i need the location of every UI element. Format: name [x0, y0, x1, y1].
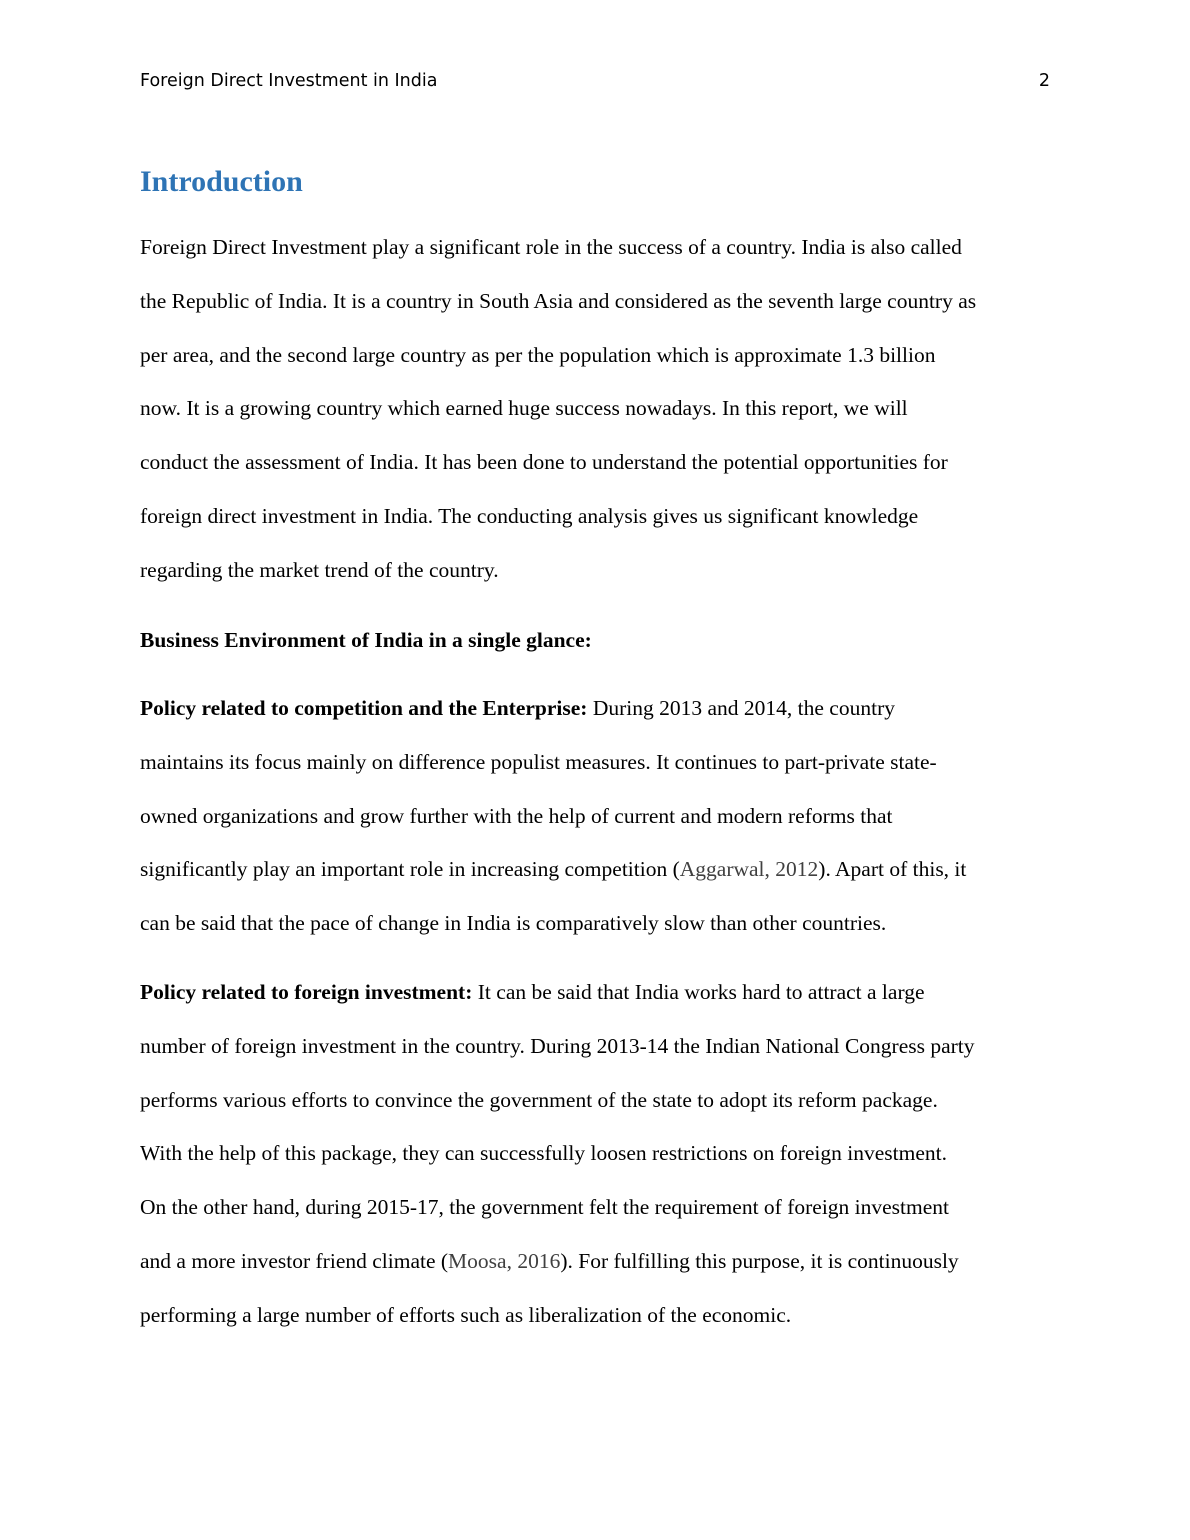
header-title: Foreign Direct Investment in India — [140, 71, 438, 91]
paragraph-line: can be said that the pace of change in India is comparatively slow than other countries. — [140, 911, 887, 936]
intro-line: conduct the assessment of India. It has been done to understand the potential opportunities for — [140, 450, 948, 475]
paragraph-line: number of foreign investment in the country. During 2013-14 the Indian National Congress party — [140, 1033, 975, 1058]
intro-line: foreign direct investment in India. The conducting analysis gives us significant knowledge — [140, 503, 919, 528]
paragraph-line: ). Apart of this, it — [818, 857, 967, 882]
intro-line: now. It is a growing country which earned huge success nowadays. In this report, we will — [140, 396, 908, 421]
paragraph-line: and a more investor friend climate ( — [140, 1248, 449, 1273]
paragraph-line: On the other hand, during 2015-17, the government felt the requirement of foreign investment — [140, 1195, 950, 1220]
page-number: 2 — [1038, 71, 1050, 91]
paragraph-line: performs various efforts to convince the government of the state to adopt its reform package. — [140, 1087, 938, 1112]
citation-aggarwal: Aggarwal, 2012 — [679, 857, 819, 882]
page-header — [140, 71, 1050, 95]
paragraph-line: performing a large number of efforts such as liberalization of the economic. — [140, 1302, 792, 1327]
competition-policy-label: Policy related to competition and the Enterprise: — [140, 696, 588, 720]
paragraph-line: During 2013 and 2014, the country — [587, 696, 895, 720]
intro-paragraph — [140, 221, 1050, 598]
section-heading-introduction: Introduction — [140, 165, 303, 198]
paragraph-line: It can be said that India works hard to attract a large — [472, 980, 925, 1004]
subheading-business-environment: Business Environment of India in a single glance: — [140, 628, 592, 652]
citation-moosa: Moosa, 2016 — [448, 1248, 561, 1273]
foreign-investment-policy-label: Policy related to foreign investment: — [140, 980, 473, 1004]
competition-policy-paragraph — [140, 682, 1050, 951]
intro-line: per area, and the second large country as per the population which is approximate 1.3 billion — [140, 342, 936, 367]
intro-line: regarding the market trend of the country. — [140, 557, 499, 582]
paragraph-line: With the help of this package, they can successfully loosen restrictions on foreign investment. — [140, 1141, 947, 1166]
intro-line: Foreign Direct Investment play a significant role in the success of a country. India is also called — [140, 235, 962, 259]
paragraph-line: ). For fulfilling this purpose, it is continuously — [560, 1248, 959, 1273]
paragraph-line: maintains its focus mainly on difference populist measures. It continues to part-private state- — [140, 749, 937, 774]
paragraph-line: owned organizations and grow further with the help of current and modern reforms that — [140, 803, 893, 828]
intro-line: the Republic of India. It is a country in South Asia and considered as the seventh large country as — [140, 288, 977, 313]
foreign-investment-policy-paragraph — [140, 966, 1050, 1343]
paragraph-line: significantly play an important role in increasing competition ( — [140, 857, 680, 882]
